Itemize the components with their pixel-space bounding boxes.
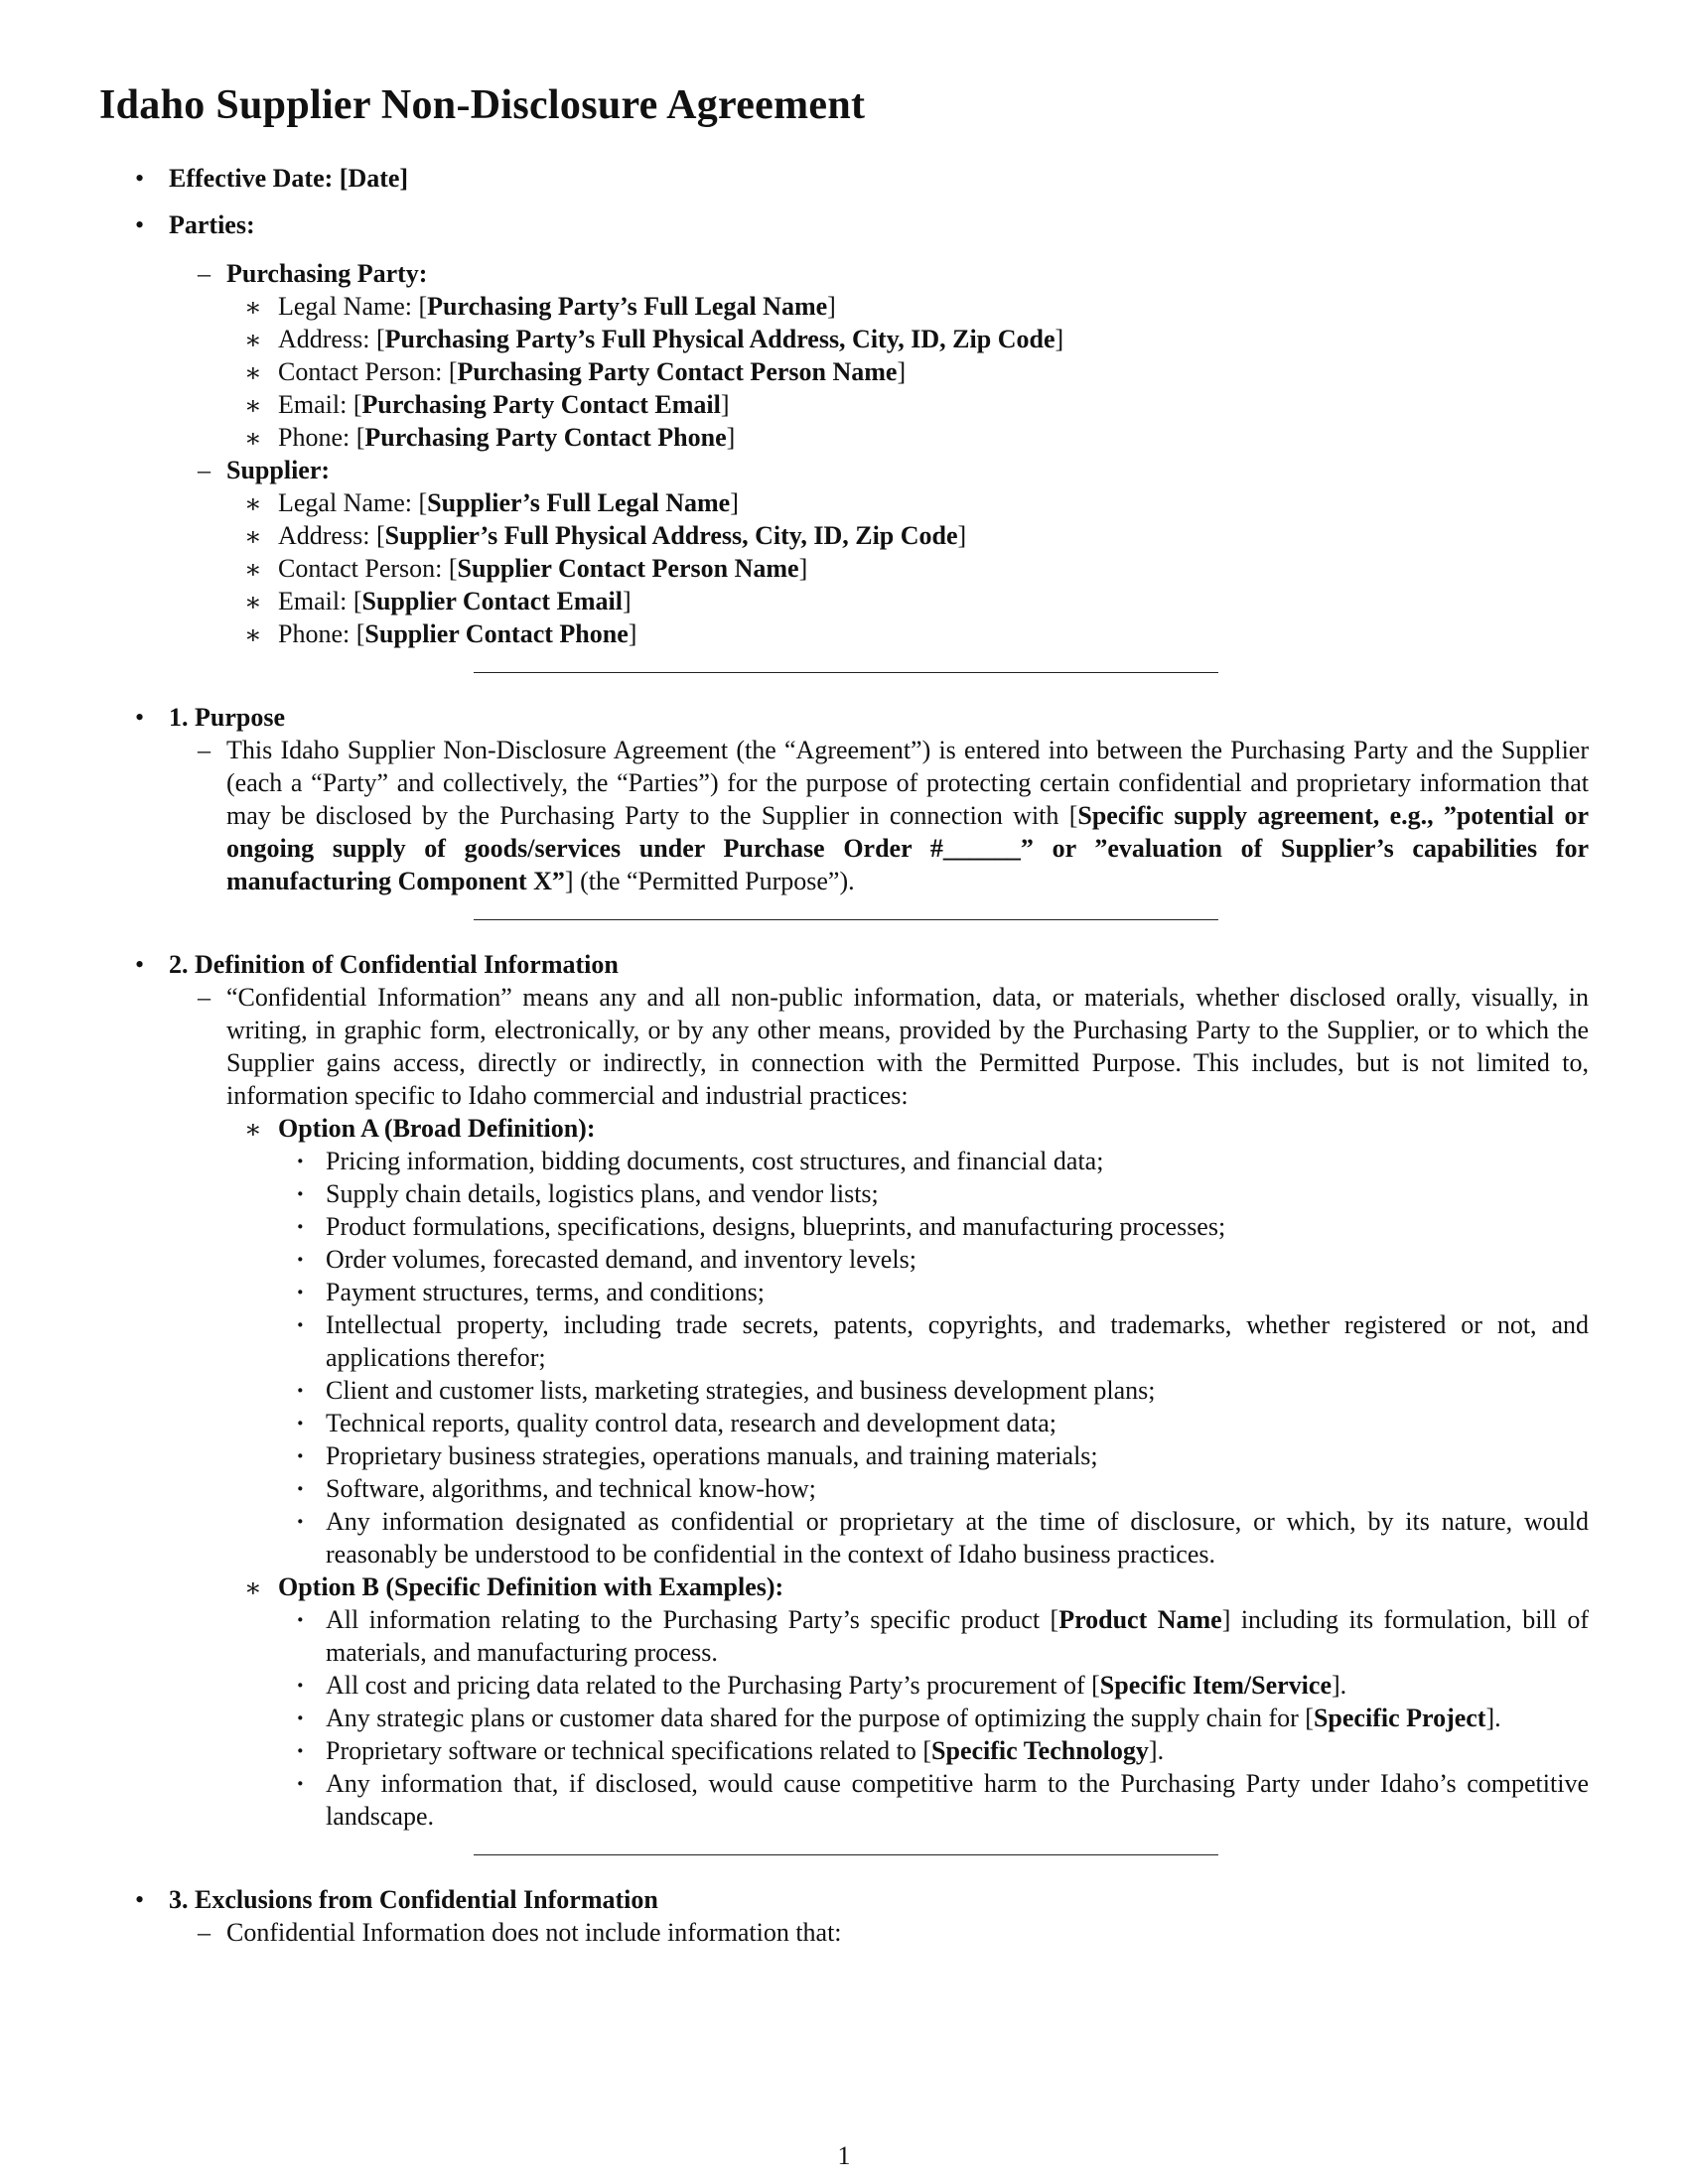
- page-number: 1: [837, 2141, 851, 2170]
- supplier-details: [226, 486, 1589, 650]
- list-item: · All cost and pricing data related to the Purchasing Party’s procurement of [Specific Item/Service].: [99, 1669, 1589, 1702]
- purchasing-address: ∗ Address: [Purchasing Party’s Full Physical Address, City, ID, Zip Code]: [99, 323, 1589, 355]
- purchasing-legal-name: ∗ Legal Name: [Purchasing Party’s Full Legal Name]: [99, 290, 1589, 323]
- list-item: · Supply chain details, logistics plans, and vendor lists;: [99, 1177, 1589, 1210]
- list-item: · Payment structures, terms, and conditions;: [99, 1276, 1589, 1308]
- supplier-label: – Supplier:: [226, 456, 331, 484]
- supplier-legal-name: ∗ Legal Name: [Supplier’s Full Legal Name]: [99, 486, 1589, 519]
- section-2-heading: • 2. Definition of Confidential Information: [169, 950, 619, 979]
- supplier-address: ∗ Address: [Supplier’s Full Physical Address, City, ID, Zip Code]: [99, 519, 1589, 552]
- option-b-label: ∗ Option B (Specific Definition with Examples):: [278, 1572, 784, 1601]
- list-item: · Proprietary business strategies, operations manuals, and training materials;: [99, 1439, 1589, 1472]
- purchasing-party-details: [226, 290, 1589, 454]
- header-list: [99, 162, 1589, 650]
- list-item: · Order volumes, forecasted demand, and inventory levels;: [99, 1243, 1589, 1276]
- list-item: · Proprietary software or technical specifications related to [Specific Technology].: [99, 1734, 1589, 1767]
- purchasing-contact: ∗ Contact Person: [Purchasing Party Contact Person Name]: [99, 355, 1589, 388]
- parties-list: [169, 257, 1589, 650]
- document-title: Idaho Supplier Non-Disclosure Agreement: [99, 82, 866, 128]
- supplier-group: [99, 454, 1589, 650]
- supplier-contact: ∗ Contact Person: [Supplier Contact Person Name]: [99, 552, 1589, 585]
- list-item: · Pricing information, bidding documents, cost structures, and financial data;: [99, 1145, 1589, 1177]
- purchasing-party-label: – Purchasing Party:: [226, 259, 428, 288]
- list-item: · Any information designated as confidential or proprietary at the time of disclosure, or which, by its nature, would reasonably be understood to be confidential in the context of Idaho business practices.: [99, 1505, 1589, 1570]
- effective-date-item: [99, 162, 1589, 195]
- list-item: · Product formulations, specifications, designs, blueprints, and manufacturing processes;: [99, 1210, 1589, 1243]
- supplier-email: ∗ Email: [Supplier Contact Email]: [99, 585, 1589, 617]
- section-3: [99, 1883, 1589, 1949]
- document-page: [99, 77, 1589, 1963]
- parties-label: • Parties:: [169, 210, 255, 239]
- section-2-intro: – “Confidential Information” means any and all non-public information, data, or materials, whether disclosed orally, visually, in writing, in graphic form, electronically, or by any other means, provided by the Purchasing Party to the Supplier, or to which the Supplier gains access, directly or indirectly, in connection with the Permitted Purpose. This includes, but is not limited to, information specific to Idaho commercial and industrial practices:: [226, 983, 1589, 1110]
- option-a: [99, 1112, 1589, 1570]
- list-item: · Any information that, if disclosed, would cause competitive harm to the Purchasing Party under Idaho’s competitive landscape.: [99, 1767, 1589, 1833]
- purchasing-phone: ∗ Phone: [Purchasing Party Contact Phone]: [99, 421, 1589, 454]
- option-a-label: ∗ Option A (Broad Definition):: [278, 1114, 596, 1143]
- horizontal-rule: [474, 919, 1218, 920]
- section-1-paragraph: – This Idaho Supplier Non-Disclosure Agreement (the “Agreement”) is entered into between the Purchasing Party and the Supplier (each a “Party” and collectively, the “Parties”) for the purpose of protecting certain confidential and proprietary information that may be disclosed by the Purchasing Party to the Supplier in connection with [Specific supply agreement, e.g., ”potential or ongoing supply of goods/services under Purchase Order #______” or ”evaluation of Supplier’s capabilities for manufacturing Component X”] (the “Permitted Purpose”).: [99, 734, 1589, 897]
- list-item: · All information relating to the Purchasing Party’s specific product [Product Name] including its formulation, bill of materials, and manufacturing process.: [99, 1603, 1589, 1669]
- horizontal-rule: [474, 672, 1218, 673]
- supplier-phone: ∗ Phone: [Supplier Contact Phone]: [99, 617, 1589, 650]
- list-item: · Technical reports, quality control data, research and development data;: [99, 1407, 1589, 1439]
- list-item: · Client and customer lists, marketing strategies, and business development plans;: [99, 1374, 1589, 1407]
- section-1: [99, 701, 1589, 897]
- purchasing-party-group: [99, 257, 1589, 454]
- purchasing-email: ∗ Email: [Purchasing Party Contact Email]: [99, 388, 1589, 421]
- effective-date-value: [Date]: [339, 164, 409, 193]
- option-b: [99, 1570, 1589, 1833]
- effective-date-label: Effective Date:: [169, 164, 334, 193]
- section-3-heading: • 3. Exclusions from Confidential Information: [169, 1885, 658, 1914]
- section-1-heading: • 1. Purpose: [169, 703, 285, 732]
- list-item: · Software, algorithms, and technical know-how;: [99, 1472, 1589, 1505]
- list-item: · Intellectual property, including trade secrets, patents, copyrights, and trademarks, whether registered or not, and applications therefor;: [99, 1308, 1589, 1374]
- list-item: · Any strategic plans or customer data shared for the purpose of optimizing the supply chain for [Specific Project].: [99, 1702, 1589, 1734]
- section-2: [99, 948, 1589, 1833]
- section-3-intro: – Confidential Information does not include information that:: [99, 1916, 1589, 1949]
- option-b-list: [278, 1603, 1589, 1833]
- horizontal-rule: [474, 1854, 1218, 1855]
- parties-item: [99, 208, 1589, 650]
- option-a-list: [278, 1145, 1589, 1570]
